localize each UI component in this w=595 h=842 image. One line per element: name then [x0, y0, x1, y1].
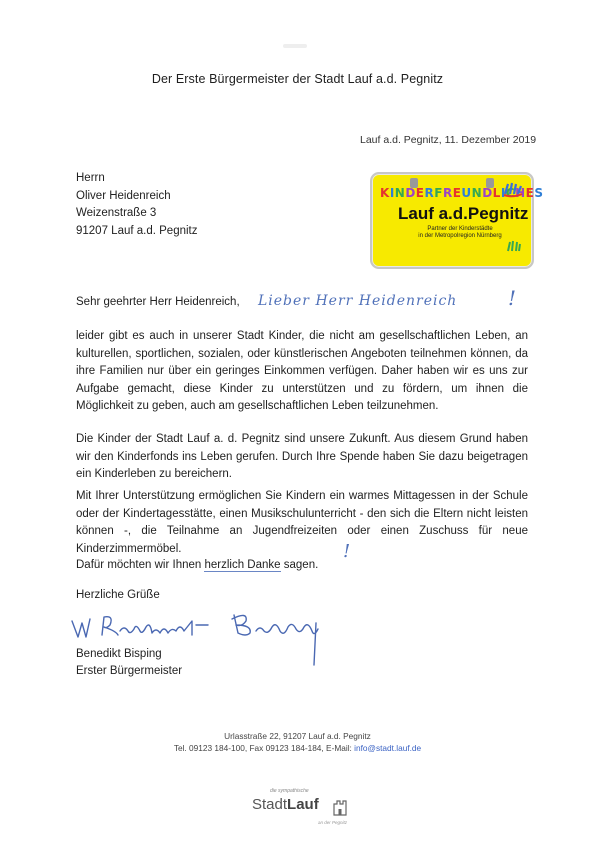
- recipient-address: [76, 170, 198, 240]
- badge-letter: R: [424, 186, 435, 200]
- badge-letter: F: [434, 186, 443, 200]
- colorful-hand-icon: [502, 180, 524, 198]
- logo-text-regular: Stadt: [252, 796, 288, 813]
- handwritten-exclamation-2: !: [343, 541, 351, 562]
- handwritten-salutation: Lieber Herr Heidenreich: [258, 293, 458, 309]
- child-friendly-badge: [370, 172, 544, 269]
- footer-address: Urlasstraße 22, 91207 Lauf a.d. Pegnitz: [224, 731, 371, 741]
- handwritten-exclamation: !: [508, 286, 517, 310]
- badge-subtitle: [410, 226, 510, 240]
- footer-contact: Tel. 09123 184-100, Fax 09123 184-184, E-Mail:: [173, 743, 355, 753]
- badge-letter: E: [525, 186, 535, 200]
- letterhead-mark: [283, 44, 307, 48]
- paragraph-1: leider gibt es auch in unserer Stadt Kinder, die nicht am gesellschaftlichen Leben, an kulturellen, sportlichen, sozialen, oder künstlerischen Angeboten teilnehmen können, da ihre Familien nur über ein geringes Einkommen verfügen. Daher haben wir es uns zur Aufgabe gemacht, diese Kinder zu unterstützen und zu fördern, um ihnen die Möglichkeit zu geben, auch am gesellschaftlichen Leben teilzunehmen.: [76, 330, 528, 412]
- badge-letter: I: [389, 186, 395, 200]
- badge-letter: N: [471, 186, 483, 200]
- green-hand-icon: [506, 239, 522, 253]
- badge-letter: R: [442, 186, 453, 200]
- badge-letter: N: [394, 186, 406, 200]
- sender-line: Der Erste Bürgermeister der Stadt Lauf a.d. Pegnitz: [151, 72, 444, 86]
- badge-subtitle-line-1: Partner der Kinderstädte: [427, 226, 493, 232]
- badge-letter: S: [534, 186, 544, 200]
- closing: Herzliche Grüße: [76, 589, 160, 601]
- badge-letter: C: [505, 186, 516, 200]
- badge-subtitle-line-2: in der Metropolregion Nürnberg: [418, 233, 502, 239]
- badge-letter: E: [415, 186, 425, 200]
- logo-small-text: die sympathische: [270, 788, 309, 794]
- badge-letter: U: [461, 186, 472, 200]
- thanks-underlined: herzlich Danke: [204, 559, 281, 571]
- salutation: Sehr geehrter Herr Heidenreich,: [76, 296, 240, 308]
- logo-wordmark: [252, 796, 319, 813]
- thanks-before: Dafür möchten wir Ihnen: [76, 559, 205, 571]
- footer-email-link[interactable]: info@stadt.lauf.de: [354, 743, 422, 753]
- recipient-line-3: Weizenstraße 3: [76, 207, 157, 219]
- recipient-line-2: Oliver Heidenreich: [76, 189, 171, 202]
- badge-letter: I: [500, 186, 506, 200]
- date-line: Lauf a.d. Pegnitz, 11. Dezember 2019: [360, 134, 537, 146]
- badge-letter: E: [452, 186, 462, 200]
- badge-letter: D: [405, 186, 416, 200]
- recipient-line-4: 91207 Lauf a.d. Pegnitz: [76, 224, 198, 237]
- footer-contact-line: [0, 743, 595, 753]
- badge-letter: K: [380, 186, 390, 200]
- paragraph-3: Mit Ihrer Unterstützung ermöglichen Sie Kindern ein warmes Mittagessen in der Schule oder der Kindertagesstätte, einen Musikschulunterricht - den sich die Eltern nicht leisten können -, die Teilnahme an Jugendfreizeiten oder einen Zuschuss für neue Kinderzimmermöbel.: [76, 490, 528, 555]
- badge-letter: D: [482, 186, 493, 200]
- castle-icon: [332, 798, 348, 816]
- signer-name: Benedikt Bisping: [76, 648, 162, 660]
- thanks-line: [76, 559, 318, 571]
- paragraph-2: Die Kinder der Stadt Lauf a. d. Pegnitz sind unsere Zukunft. Aus diesem Grund haben wir den Kinderfonds ins Leben gerufen. Durch Ihre Spende haben Sie dazu beigetragen ein Kinderleben zu bereichern.: [76, 433, 528, 480]
- badge-letter: L: [492, 186, 501, 200]
- recipient-line-1: Herrn: [76, 172, 105, 184]
- signer-title: Erster Bürgermeister: [76, 665, 183, 677]
- badge-title: Lauf a.d.Pegnitz: [398, 204, 529, 223]
- badge-letter: H: [515, 186, 526, 200]
- signer-block: [76, 646, 182, 680]
- stadt-lauf-logo: [252, 788, 352, 828]
- thanks-after: sagen.: [280, 559, 319, 571]
- logo-text-bold: Lauf: [287, 796, 319, 813]
- logo-tiny-text: an der Pegnitz: [318, 820, 348, 825]
